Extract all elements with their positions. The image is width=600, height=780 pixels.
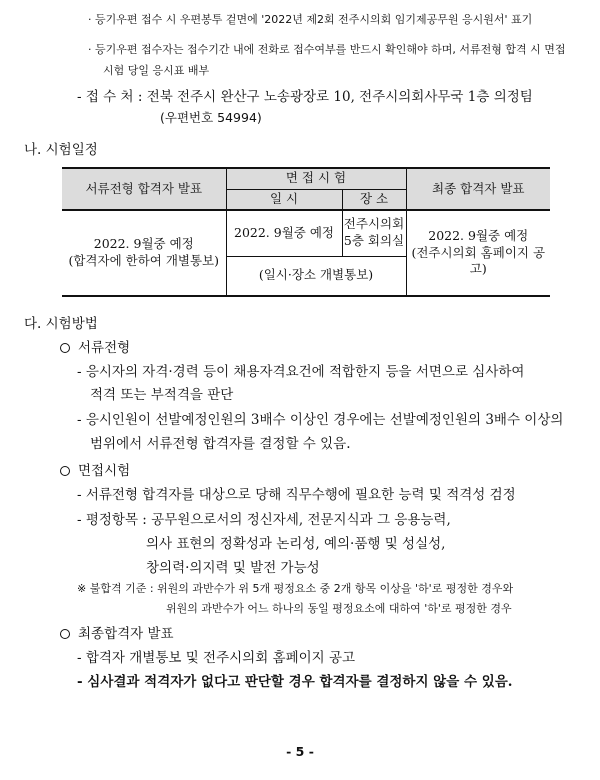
doc-screening-title <box>60 336 130 356</box>
interview-item2-cont1: 의사 표현의 정확성과 논리성, 예의·품행 및 성실성, <box>146 536 446 552</box>
envelope-note: · 등기우편 접수 시 우편봉투 겉면에 '2022년 제2회 전주시의회 임기제공무원 응시원서' 표기 <box>88 13 533 26</box>
postal-code: (우편번호 54994) <box>160 110 262 125</box>
doc-item2: - 응시인원이 선발예정인원의 3배수 이상인 경우에는 선발예정인원의 3배수 이상의 <box>77 412 564 428</box>
page-number: - 5 - <box>286 744 314 759</box>
final-announce-note: (전주시의회 홈페이지 공고) <box>411 244 546 277</box>
interview-place-line1: 전주시의회 <box>343 216 405 232</box>
fail-criteria-note-cont: 위원의 과반수가 어느 하나의 동일 평정요소에 대하여 '하'로 평정한 경우 <box>166 602 512 615</box>
header-interview: 면 접 시 험 <box>226 168 406 189</box>
fail-criteria-note: ※ 불합격 기준 : 위원의 과반수가 위 5개 평정요소 중 2개 항목 이상을 '하'로 평정한 경우와 <box>77 582 514 595</box>
final-announce-cell <box>406 210 550 296</box>
header-final-announce: 최종 합격자 발표 <box>406 168 550 210</box>
doc-item1: - 응시자의 자격·경력 등이 채용자격요건에 적합한지 등을 서면으로 심사하여 <box>77 364 525 380</box>
circle-bullet-icon <box>60 466 70 476</box>
final-item1: - 합격자 개별통보 및 전주시의회 홈페이지 공고 <box>77 650 356 666</box>
interview-label: 면접시험 <box>78 463 131 479</box>
method-heading: 다. 시험방법 <box>24 316 98 332</box>
doc-item2-cont: 범위에서 서류전형 합격자를 결정할 수 있음. <box>90 436 351 452</box>
doc-announce-note: (합격자에 한하여 개별통보) <box>68 253 220 268</box>
interview-item2: - 평정항목 : 공무원으로서의 정신자세, 전문지식과 그 응용능력, <box>77 512 451 528</box>
interview-item1: - 서류전형 합격자를 대상으로 당해 직무수행에 필요한 능력 및 적격성 검정 <box>77 487 516 503</box>
schedule-table <box>62 167 550 297</box>
interview-note: (일시·장소 개별통보) <box>226 256 406 296</box>
final-item2: - 심사결과 적격자가 없다고 판단할 경우 합격자를 결정하지 않을 수 있음. <box>77 674 513 690</box>
interview-item2-cont2: 창의력·의지력 및 발전 가능성 <box>146 560 320 576</box>
circle-bullet-icon <box>60 629 70 639</box>
phone-confirm-note-cont: 시험 당일 응시표 배부 <box>103 64 210 77</box>
final-label: 최종합격자 발표 <box>78 626 174 642</box>
schedule-heading: 나. 시험일정 <box>24 142 98 158</box>
interview-place-cell <box>342 210 406 256</box>
doc-item1-cont: 적격 또는 부적격을 판단 <box>90 387 234 403</box>
interview-date: 2022. 9월중 예정 <box>226 210 342 256</box>
submission-address: - 접 수 처 : 전북 전주시 완산구 노송광장로 10, 전주시의회사무국 1층 의정팀 <box>77 89 533 105</box>
interview-title <box>60 459 130 479</box>
doc-announce-cell <box>62 210 226 296</box>
interview-place-line2: 5층 회의실 <box>343 233 405 249</box>
header-place: 장 소 <box>342 189 406 210</box>
final-announce-date: 2022. 9월중 예정 <box>428 227 529 243</box>
header-date: 일 시 <box>226 189 342 210</box>
doc-screening-label: 서류전형 <box>78 340 131 356</box>
final-title <box>60 622 174 642</box>
circle-bullet-icon <box>60 343 70 353</box>
doc-announce-date: 2022. 9월중 예정 <box>93 236 194 252</box>
header-doc-announce: 서류전형 합격자 발표 <box>62 168 226 210</box>
phone-confirm-note: · 등기우편 접수자는 접수기간 내에 전화로 접수여부를 반드시 확인해야 하며, 서류전형 합격 시 면접 <box>88 43 566 56</box>
